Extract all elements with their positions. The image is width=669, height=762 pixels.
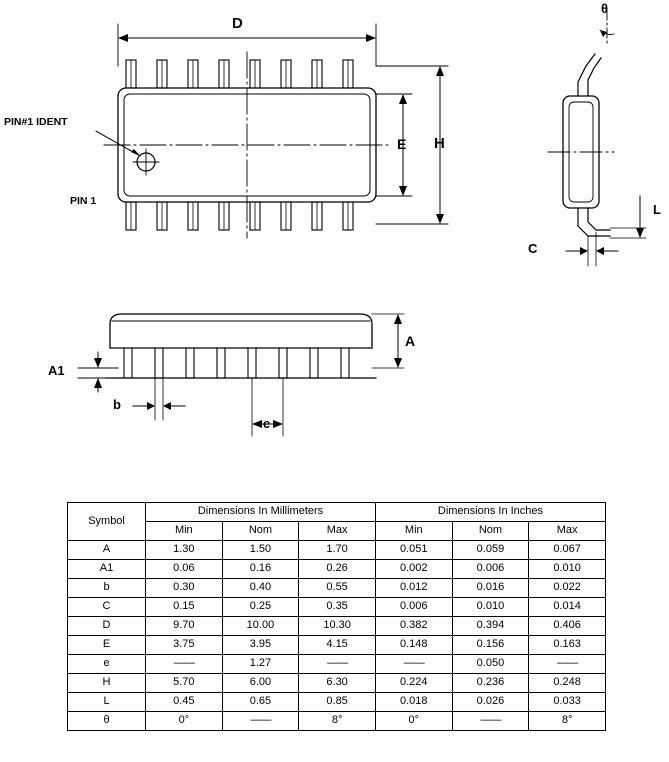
cell-in-min: —— (375, 655, 452, 674)
top-leads (126, 60, 353, 88)
cell-in-max: 0.010 (529, 560, 606, 579)
table-row (68, 617, 606, 636)
cell-in-max: 0.163 (529, 636, 606, 655)
table-row (68, 693, 606, 712)
cell-in-min: 0.382 (375, 617, 452, 636)
cell-in-nom: 0.010 (452, 598, 529, 617)
cell-in-nom: —— (452, 712, 529, 731)
row-symbol: E (68, 636, 146, 655)
cell-mm-min: 0.30 (146, 579, 223, 598)
cell-in-nom: 0.006 (452, 560, 529, 579)
cell-mm-max: 0.85 (299, 693, 376, 712)
group-header-inches: Dimensions In Inches (375, 503, 605, 522)
cell-mm-min: 9.70 (146, 617, 223, 636)
cell-in-min: 0.006 (375, 598, 452, 617)
label-a1: A1 (48, 363, 65, 378)
table-row (68, 636, 606, 655)
label-c: C (528, 241, 538, 256)
cell-mm-min: 0.06 (146, 560, 223, 579)
cell-in-min: 0° (375, 712, 452, 731)
cell-mm-min: 1.30 (146, 541, 223, 560)
row-symbol: e (68, 655, 146, 674)
label-theta: θ (601, 1, 609, 16)
sub-header-in-nom: Nom (452, 522, 529, 541)
cell-in-max: 0.014 (529, 598, 606, 617)
cell-in-nom: 0.050 (452, 655, 529, 674)
cell-mm-min: 5.70 (146, 674, 223, 693)
cell-in-max: 0.248 (529, 674, 606, 693)
row-symbol: A1 (68, 560, 146, 579)
row-symbol: D (68, 617, 146, 636)
cell-mm-min: 3.75 (146, 636, 223, 655)
cell-mm-nom: 1.27 (222, 655, 299, 674)
row-symbol: b (68, 579, 146, 598)
cell-mm-max: 10.30 (299, 617, 376, 636)
sub-header-in-max: Max (529, 522, 606, 541)
cell-mm-min: 0.45 (146, 693, 223, 712)
group-header-millimeters: Dimensions In Millimeters (146, 503, 376, 522)
table-row (68, 579, 606, 598)
cell-mm-nom: —— (222, 712, 299, 731)
cell-mm-max: 4.15 (299, 636, 376, 655)
cell-in-nom: 0.016 (452, 579, 529, 598)
cell-in-nom: 0.156 (452, 636, 529, 655)
cell-in-min: 0.051 (375, 541, 452, 560)
upper-lead (588, 58, 601, 96)
table-row (68, 674, 606, 693)
cell-mm-max: —— (299, 655, 376, 674)
row-symbol: C (68, 598, 146, 617)
cell-in-nom: 0.059 (452, 541, 529, 560)
lower-lead (578, 208, 610, 236)
cell-in-nom: 0.394 (452, 617, 529, 636)
cell-in-max: —— (529, 655, 606, 674)
cell-in-min: 0.012 (375, 579, 452, 598)
label-d: D (232, 15, 243, 32)
cell-mm-max: 8° (299, 712, 376, 731)
cell-mm-min: 0° (146, 712, 223, 731)
label-a: A (405, 333, 416, 349)
label-pin1-ident: PIN#1 IDENT (4, 116, 68, 128)
label-b: b (113, 397, 121, 412)
sub-header-mm-nom: Nom (222, 522, 299, 541)
cell-in-nom: 0.236 (452, 674, 529, 693)
label-l: L (653, 202, 661, 217)
cell-mm-nom: 0.65 (222, 693, 299, 712)
cell-mm-nom: 10.00 (222, 617, 299, 636)
cell-mm-nom: 0.16 (222, 560, 299, 579)
cell-mm-max: 1.70 (299, 541, 376, 560)
bottom-leads (126, 202, 353, 230)
table-row (68, 598, 606, 617)
table-row (68, 712, 606, 731)
table-row (68, 655, 606, 674)
cell-mm-min: 0.15 (146, 598, 223, 617)
symbol-header: Symbol (68, 503, 146, 541)
table-row (68, 560, 606, 579)
label-e: E (397, 136, 407, 152)
sub-header-mm-max: Max (299, 522, 376, 541)
label-pin1: PIN 1 (70, 195, 97, 207)
cell-mm-max: 0.55 (299, 579, 376, 598)
row-symbol: θ (68, 712, 146, 731)
cell-mm-nom: 0.25 (222, 598, 299, 617)
cell-in-min: 0.148 (375, 636, 452, 655)
cell-in-min: 0.018 (375, 693, 452, 712)
cell-in-min: 0.002 (375, 560, 452, 579)
cell-mm-nom: 0.40 (222, 579, 299, 598)
cell-mm-nom: 3.95 (222, 636, 299, 655)
table-sub-header-row (68, 522, 606, 541)
label-h: H (434, 135, 445, 152)
cell-mm-min: —— (146, 655, 223, 674)
cell-in-nom: 0.026 (452, 693, 529, 712)
cell-mm-nom: 6.00 (222, 674, 299, 693)
row-symbol: L (68, 693, 146, 712)
cell-mm-max: 0.26 (299, 560, 376, 579)
row-symbol: A (68, 541, 146, 560)
front-leads (124, 348, 349, 378)
row-symbol: H (68, 674, 146, 693)
table-row (68, 541, 606, 560)
cell-in-max: 0.406 (529, 617, 606, 636)
front-body-outline (110, 314, 372, 348)
sub-header-mm-min: Min (146, 522, 223, 541)
table-group-header-row (68, 503, 606, 522)
cell-in-max: 0.033 (529, 693, 606, 712)
cell-mm-nom: 1.50 (222, 541, 299, 560)
cell-in-max: 0.067 (529, 541, 606, 560)
label-e-pitch: e (263, 416, 271, 431)
cell-in-min: 0.224 (375, 674, 452, 693)
sub-header-in-min: Min (375, 522, 452, 541)
dimensions-table (67, 502, 606, 731)
cell-in-max: 0.022 (529, 579, 606, 598)
cell-mm-max: 6.30 (299, 674, 376, 693)
cell-in-max: 8° (529, 712, 606, 731)
cell-mm-max: 0.35 (299, 598, 376, 617)
